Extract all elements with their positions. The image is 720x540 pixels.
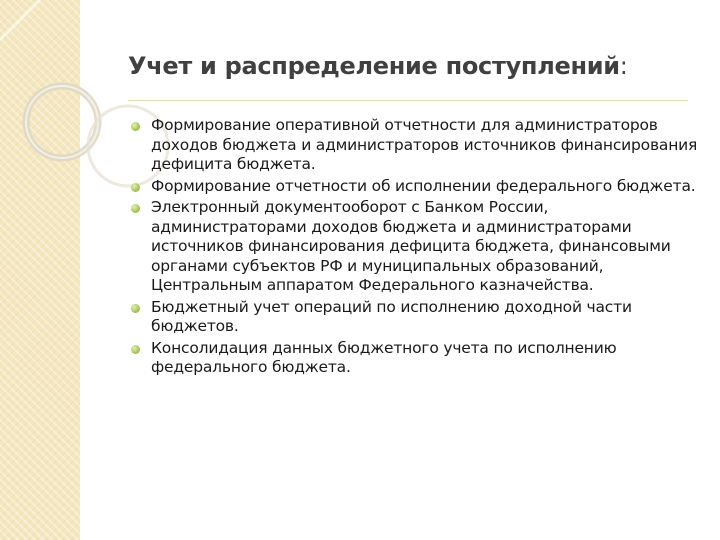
bullet-item: [131, 298, 701, 337]
bullet-dot-icon: [131, 183, 140, 192]
bullet-dot-icon: [131, 304, 140, 313]
slide-title-colon: :: [619, 52, 628, 80]
title-divider: [128, 100, 688, 101]
bullet-text: Консолидация данных бюджетного учета по исполнению федерального бюджета.: [151, 338, 617, 376]
bullet-text: Формирование оперативной отчетности для администраторов доходов бюджета и администраторов источников финансирования дефицита бюджета.: [151, 116, 698, 173]
bullet-item: [131, 339, 701, 378]
bullet-text: Формирование отчетности об исполнении федерального бюджета.: [151, 176, 696, 195]
bullet-item: [131, 198, 701, 296]
bullet-item: [131, 177, 701, 197]
bullet-item: [131, 116, 701, 175]
bullet-dot-icon: [131, 122, 140, 131]
slide-title: [128, 50, 698, 82]
bullet-list: [131, 116, 701, 380]
bullet-dot-icon: [131, 204, 140, 213]
bullet-text: Электронный документооборот с Банком России, администраторами доходов бюджета и администраторами источников финансирования дефицита бюджета, финансовыми органами субъектов РФ и муниципальных образований, Центральным аппаратом Федерального казначейства.: [151, 198, 671, 294]
bullet-dot-icon: [131, 345, 140, 354]
bullet-text: Бюджетный учет операций по исполнению доходной части бюджетов.: [151, 297, 632, 335]
slide-title-text: Учет и распределение поступлений: [128, 52, 620, 80]
